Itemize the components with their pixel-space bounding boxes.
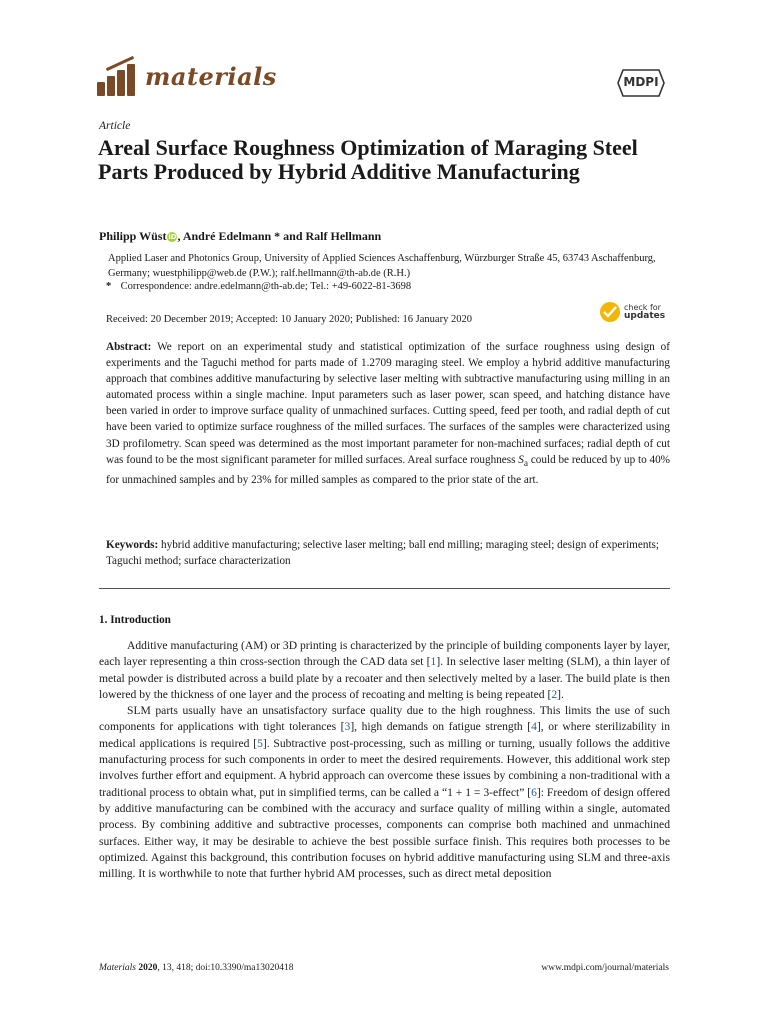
footer-citation [99, 963, 294, 973]
affiliation: Applied Laser and Photonics Group, University of Applied Sciences Aschaffenburg, Würzburger Straße 45, 63743 Aschaffenburg, Germany; wuestphilipp@web.de (P.W.); ralf.hellmann@th-ab.de (R.H.) [108, 253, 656, 279]
section-divider [99, 588, 670, 589]
publication-dates: Received: 20 December 2019; Accepted: 10 January 2020; Published: 16 January 2020 [106, 314, 472, 325]
keywords-text: hybrid additive manufacturing; selective laser melting; ball end milling; maraging steel; design of experiments; Taguchi method; surface characterization [106, 539, 660, 568]
sa-subscript: a [523, 458, 529, 469]
journal-logo[interactable] [97, 56, 277, 96]
author-rest: , André Edelmann * and Ralf Hellmann [177, 229, 382, 243]
introduction-body [99, 638, 670, 882]
citation-link[interactable]: 2 [551, 687, 558, 701]
citation-link[interactable]: 1 [430, 655, 437, 669]
correspondence [106, 281, 411, 292]
paragraph-text: ], or where sterilizability in medical applications is required [ [99, 720, 671, 750]
check-updates-line1: check for [624, 303, 661, 312]
citation-link[interactable]: 6 [531, 785, 537, 799]
correspondence-marker: * [106, 281, 112, 292]
keywords [106, 537, 670, 569]
paragraph-text: ]. [557, 687, 564, 701]
check-for-updates-badge[interactable] [600, 302, 665, 322]
journal-name: materials [145, 61, 277, 91]
mdpi-logo[interactable] [615, 66, 667, 100]
footer-url[interactable]: www.mdpi.com/journal/materials [541, 963, 669, 973]
correspondence-text: Correspondence: andre.edelmann@th-ab.de; Tel.: +49-6022-81-3698 [120, 281, 412, 292]
sa-symbol: S [518, 453, 524, 466]
citation-link[interactable]: 5 [257, 736, 263, 750]
footer-journal: Materials [99, 963, 136, 973]
orcid-icon[interactable]: iD [168, 233, 177, 241]
footer-year: 2020 [135, 963, 158, 973]
check-updates-icon [600, 302, 620, 322]
footer-doi: , 13, 418; doi:10.3390/ma13020418 [157, 963, 294, 973]
check-updates-label [624, 303, 665, 321]
abstract-text-b: could be reduced by up to 40% for unmachined samples and by 23% for milled samples as compared to the prior state of the art. [106, 453, 671, 486]
check-updates-line2: updates [624, 311, 666, 321]
author-list [99, 229, 381, 244]
paragraph-text: ]. Subtractive post-processing, such as milling or turning, usually follows the additive manufacturing process for such components in order to meet the desired requirements. However, this additional work step involves further effort and equipment. A hybrid approach can overcome these issues by combining a non-traditional with a traditional process to obtain what, put in simplified terms, can be called a “1 + 1 = 3-effect” [ [99, 736, 670, 799]
article-title: Areal Surface Roughness Optimization of Maraging Steel Parts Produced by Hybrid Additive Manufacturing [98, 135, 638, 184]
citation-link[interactable]: 4 [531, 720, 537, 734]
paragraph-text: ]. In selective laser melting (SLM), a thin layer of metal powder is distributed across a build plate by a recoater and then selectively melted by a laser. The build plate is then lowered by the thickness of one layer and the process of recoating and melting is being repeated [ [99, 655, 670, 701]
paragraph-text: ], high demands on fatigue strength [ [350, 720, 532, 734]
paragraph-text: ]: Freedom of design offered by additive manufacturing can be combined with the accuracy and surface quality of milling within a single, automated process. By combining additive and subtractive processes, components can comprise both machined and unmachined surfaces. Either way, it may be desirable to achieve the best possible surface finish. This requires both processes to be optimized. Against this background, this contribution focuses on hybrid additive manufacturing using SLM and three-axis milling. It is worthwhile to note that further hybrid AM processes, such as direct metal deposition [99, 785, 670, 881]
journal-logo-icon [97, 56, 141, 96]
paragraph-text: Additive manufacturing (AM) or 3D printing is characterized by the principle of building components layer by layer, each layer representing a thin cross-section through the CAD data set [ [99, 639, 670, 669]
paragraph-text: SLM parts usually have an unsatisfactory surface quality due to the high roughness. This limits the use of such components for applications with tight tolerances [ [99, 704, 670, 734]
keywords-label: Keywords: [106, 539, 159, 551]
section-heading-introduction: 1. Introduction [99, 614, 171, 626]
article-type: Article [99, 120, 131, 132]
author-first: Philipp Wüst [99, 229, 167, 243]
abstract-label: Abstract: [106, 341, 152, 353]
citation-link[interactable]: 3 [344, 720, 351, 734]
paragraph [99, 703, 670, 882]
abstract-text-a: We report on an experimental study and statistical optimization of the surface roughness using design of experiments and the Taguchi method for parts made of 1.2709 maraging steel. We employ a hybrid additive manufacturing approach that combines additive manufacturing by selective laser melting with subtractive manufacturing using milling in an automated process within a single machine. Input parameters such as laser power, scan speed, and hatching distance have been varied in order to improve surface quality of unmachined surfaces. Cutting speed, feed per tooth, and radial depth of cut have been varied to optimize surface roughness of the milled surfaces. The surfaces of the samples were characterized using 3D profilometry. Scan speed was determined as the most important parameter for non-machined surfaces; radial depth of cut was found to be the most significant parameter for milled surfaces. Areal surface roughness [106, 341, 670, 466]
mdpi-label: MDPI [623, 75, 659, 89]
paragraph [99, 638, 670, 703]
abstract [106, 339, 670, 488]
